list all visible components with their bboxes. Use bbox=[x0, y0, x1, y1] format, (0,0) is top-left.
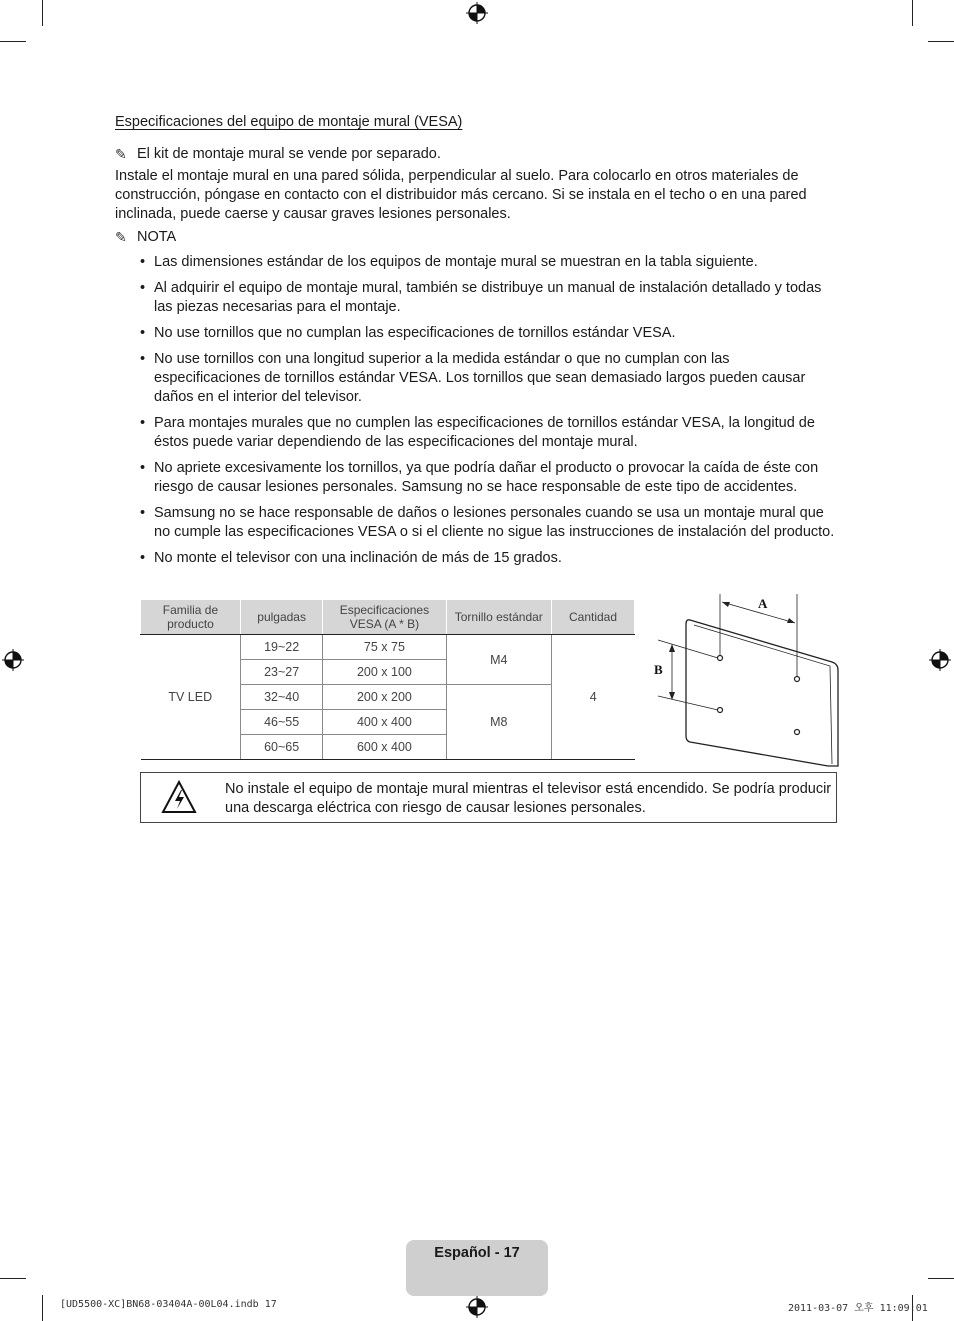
family-cell: TV LED bbox=[141, 635, 241, 760]
bullet-dot: • bbox=[140, 460, 146, 476]
footer-file-info: [UD5500-XC]BN68-03404A-00L04.indb 17 bbox=[60, 1299, 277, 1310]
bullet-dot: • bbox=[140, 325, 146, 341]
note-text: El kit de montaje mural se vende por separado. bbox=[137, 146, 441, 162]
label-b: B bbox=[654, 662, 663, 677]
vesa-diagram bbox=[650, 592, 842, 770]
registration-mark-icon bbox=[2, 649, 24, 671]
inches-cell: 32~40 bbox=[240, 685, 322, 710]
bullet-dot: • bbox=[140, 415, 146, 431]
bullet-dot: • bbox=[140, 351, 146, 367]
inches-cell: 46~55 bbox=[240, 710, 322, 735]
header-family: Familia de producto bbox=[141, 600, 241, 635]
bullet-dot: • bbox=[140, 254, 146, 270]
vesa-spec-table bbox=[140, 600, 635, 760]
content-body bbox=[115, 145, 835, 575]
list-item: • Samsung no se hace responsable de daños o lesiones personales cuando se usa un montaje mural que no cumple las especificaciones VESA o si el cliente no sigue las instrucciones de instalación del producto. bbox=[140, 505, 835, 540]
table-row bbox=[141, 635, 635, 660]
pencil-note-icon: ✎ bbox=[115, 229, 127, 245]
pencil-note-icon: ✎ bbox=[115, 146, 127, 162]
intro-paragraph: Instale el montaje mural en una pared sólida, perpendicular al suelo. Para colocarlo en otros materiales de construcción, póngase en contacto con el distribuidor más cercano. Si se instala en el techo o en una pared inclinada, puede caerse y causar graves lesiones personales. bbox=[115, 168, 807, 222]
note-line bbox=[115, 145, 835, 164]
screw-cell: M8 bbox=[446, 685, 551, 760]
inches-cell: 60~65 bbox=[240, 735, 322, 760]
vesa-cell: 75 x 75 bbox=[323, 635, 446, 660]
vesa-cell: 200 x 200 bbox=[323, 685, 446, 710]
inches-cell: 23~27 bbox=[240, 660, 322, 685]
inches-cell: 19~22 bbox=[240, 635, 322, 660]
crop-mark bbox=[928, 1278, 954, 1279]
footer-timestamp: 2011-03-07 오후 11:09:01 bbox=[788, 1303, 928, 1314]
list-item: • No use tornillos con una longitud superior a la medida estándar o que no cumplan con las especificaciones de tornillos estándar VESA. Los tornillos que sean demasiado largos pueden causar daños en el interior del televisor. bbox=[140, 351, 806, 405]
header-screw: Tornillo estándar bbox=[446, 600, 551, 635]
list-item: • Las dimensiones estándar de los equipos de montaje mural se muestran en la tabla siguiente. bbox=[140, 254, 758, 270]
bullet-list bbox=[115, 253, 835, 568]
page-number-tab bbox=[406, 1240, 548, 1296]
note-heading-line bbox=[115, 228, 835, 247]
list-item: • No monte el televisor con una inclinación de más de 15 grados. bbox=[140, 550, 562, 566]
header-vesa: Especificaciones VESA (A * B) bbox=[323, 600, 446, 635]
header-quantity: Cantidad bbox=[552, 600, 635, 635]
crop-mark bbox=[42, 1295, 43, 1321]
vesa-cell: 400 x 400 bbox=[323, 710, 446, 735]
warning-text: No instale el equipo de montaje mural mientras el televisor está encendido. Se podría producir una descarga eléctrica con riesgo de causar lesiones personales. bbox=[225, 781, 832, 816]
crop-mark bbox=[0, 1278, 26, 1279]
crop-mark bbox=[42, 0, 43, 26]
registration-mark-icon bbox=[929, 649, 951, 671]
electric-warning-icon bbox=[161, 780, 197, 814]
quantity-cell: 4 bbox=[552, 635, 635, 760]
header-inches: pulgadas bbox=[240, 600, 322, 635]
list-item: • Para montajes murales que no cumplen las especificaciones de tornillos estándar VESA, la longitud de éstos puede variar dependiendo de las especificaciones del montaje mural. bbox=[140, 415, 815, 450]
crop-mark bbox=[0, 41, 26, 42]
label-a: A bbox=[758, 596, 768, 611]
list-item: • Al adquirir el equipo de montaje mural, también se distribuye un manual de instalación detallado y todas las piezas necesarias para el montaje. bbox=[140, 280, 822, 315]
table-header-row bbox=[141, 600, 635, 635]
crop-mark bbox=[912, 0, 913, 26]
warning-box bbox=[140, 772, 837, 823]
note-heading: NOTA bbox=[137, 229, 177, 245]
vesa-cell: 200 x 100 bbox=[323, 660, 446, 685]
screw-cell: M4 bbox=[446, 635, 551, 685]
crop-mark bbox=[928, 41, 954, 42]
registration-mark-icon bbox=[466, 1296, 488, 1318]
list-item: • No use tornillos que no cumplan las especificaciones de tornillos estándar VESA. bbox=[140, 325, 676, 341]
vesa-cell: 600 x 400 bbox=[323, 735, 446, 760]
bullet-dot: • bbox=[140, 550, 146, 566]
bullet-dot: • bbox=[140, 280, 146, 296]
list-item: • No apriete excesivamente los tornillos, ya que podría dañar el producto o provocar la caída de éste con riesgo de causar lesiones personales. Samsung no se hace responsable de este tipo de accidentes. bbox=[140, 460, 819, 495]
bullet-dot: • bbox=[140, 505, 146, 521]
registration-mark-icon bbox=[466, 2, 488, 24]
page-label: Español - 17 bbox=[434, 1245, 520, 1261]
section-title: Especificaciones del equipo de montaje mural (VESA) bbox=[115, 114, 463, 130]
